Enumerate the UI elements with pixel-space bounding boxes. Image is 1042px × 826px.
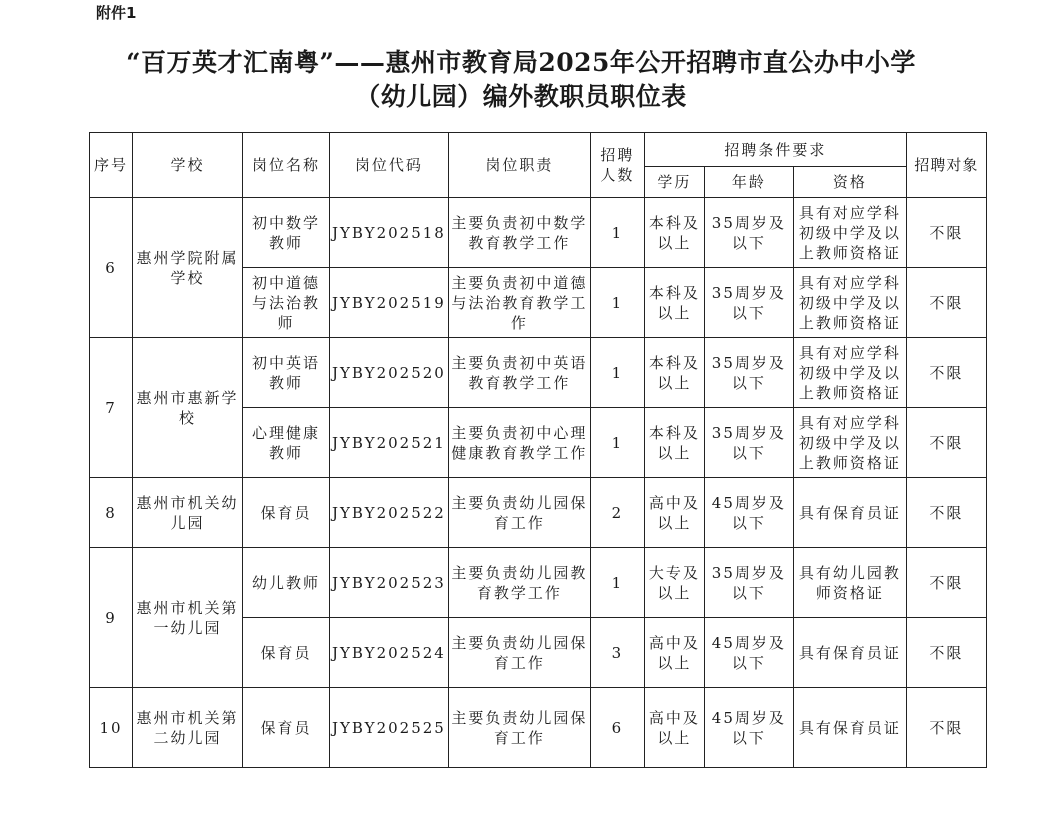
position-name-cell: 幼儿教师 xyxy=(243,548,330,618)
qualification-cell: 具有保育员证 xyxy=(793,618,906,688)
qualification-cell: 具有保育员证 xyxy=(793,688,906,768)
position-name-cell: 初中数学教师 xyxy=(243,198,330,268)
seq-cell: 7 xyxy=(90,338,133,478)
table-row xyxy=(90,478,987,548)
school-cell: 惠州市机关第一幼儿园 xyxy=(133,548,243,688)
position-name-cell: 保育员 xyxy=(243,478,330,548)
duty-cell: 主要负责幼儿园保育工作 xyxy=(448,478,590,548)
table-row xyxy=(90,338,987,408)
position-code-cell: JYBY202519 xyxy=(330,268,449,338)
school-cell: 惠州学院附属学校 xyxy=(133,198,243,338)
target-cell: 不限 xyxy=(906,268,986,338)
position-table xyxy=(89,132,987,768)
education-cell: 高中及以上 xyxy=(644,688,704,768)
education-cell: 大专及以上 xyxy=(644,548,704,618)
qualification-cell: 具有对应学科初级中学及以上教师资格证 xyxy=(793,198,906,268)
header-target: 招聘对象 xyxy=(906,133,986,198)
header-position-code: 岗位代码 xyxy=(330,133,449,198)
position-name-cell: 初中道德与法治教师 xyxy=(243,268,330,338)
duty-cell: 主要负责初中英语教育教学工作 xyxy=(448,338,590,408)
age-cell: 35周岁及以下 xyxy=(704,268,793,338)
age-cell: 35周岁及以下 xyxy=(704,408,793,478)
header-education: 学历 xyxy=(644,167,704,198)
target-cell: 不限 xyxy=(906,408,986,478)
position-name-cell: 心理健康教师 xyxy=(243,408,330,478)
count-cell: 3 xyxy=(590,618,644,688)
education-cell: 高中及以上 xyxy=(644,618,704,688)
qualification-cell: 具有幼儿园教师资格证 xyxy=(793,548,906,618)
seq-cell: 6 xyxy=(90,198,133,338)
position-code-cell: JYBY202523 xyxy=(330,548,449,618)
age-cell: 45周岁及以下 xyxy=(704,478,793,548)
age-cell: 45周岁及以下 xyxy=(704,618,793,688)
position-name-cell: 保育员 xyxy=(243,618,330,688)
target-cell: 不限 xyxy=(906,338,986,408)
table-row xyxy=(90,198,987,268)
position-name-cell: 保育员 xyxy=(243,688,330,768)
qualification-cell: 具有对应学科初级中学及以上教师资格证 xyxy=(793,268,906,338)
page-title-line2: （幼儿园）编外教职员职位表 xyxy=(355,82,687,111)
target-cell: 不限 xyxy=(906,548,986,618)
education-cell: 本科及以上 xyxy=(644,198,704,268)
education-cell: 高中及以上 xyxy=(644,478,704,548)
table-row xyxy=(90,548,987,618)
education-cell: 本科及以上 xyxy=(644,338,704,408)
table-row xyxy=(90,688,987,768)
header-seq: 序号 xyxy=(90,133,133,198)
school-cell: 惠州市机关第二幼儿园 xyxy=(133,688,243,768)
qualification-cell: 具有对应学科初级中学及以上教师资格证 xyxy=(793,408,906,478)
school-cell: 惠州市机关幼儿园 xyxy=(133,478,243,548)
age-cell: 35周岁及以下 xyxy=(704,198,793,268)
position-code-cell: JYBY202522 xyxy=(330,478,449,548)
position-code-cell: JYBY202525 xyxy=(330,688,449,768)
count-cell: 1 xyxy=(590,268,644,338)
target-cell: 不限 xyxy=(906,618,986,688)
duty-cell: 主要负责幼儿园保育工作 xyxy=(448,688,590,768)
count-cell: 1 xyxy=(590,338,644,408)
position-code-cell: JYBY202524 xyxy=(330,618,449,688)
age-cell: 45周岁及以下 xyxy=(704,688,793,768)
position-code-cell: JYBY202520 xyxy=(330,338,449,408)
header-school: 学校 xyxy=(133,133,243,198)
qualification-cell: 具有对应学科初级中学及以上教师资格证 xyxy=(793,338,906,408)
seq-cell: 9 xyxy=(90,548,133,688)
count-cell: 1 xyxy=(590,198,644,268)
position-code-cell: JYBY202521 xyxy=(330,408,449,478)
education-cell: 本科及以上 xyxy=(644,408,704,478)
seq-cell: 8 xyxy=(90,478,133,548)
education-cell: 本科及以上 xyxy=(644,268,704,338)
duty-cell: 主要负责幼儿园教育教学工作 xyxy=(448,548,590,618)
age-cell: 35周岁及以下 xyxy=(704,548,793,618)
header-count: 招聘人数 xyxy=(590,133,644,198)
qualification-cell: 具有保育员证 xyxy=(793,478,906,548)
count-cell: 1 xyxy=(590,408,644,478)
age-cell: 35周岁及以下 xyxy=(704,338,793,408)
count-cell: 1 xyxy=(590,548,644,618)
header-age: 年龄 xyxy=(704,167,793,198)
duty-cell: 主要负责初中心理健康教育教学工作 xyxy=(448,408,590,478)
duty-cell: 主要负责幼儿园保育工作 xyxy=(448,618,590,688)
page-title: “百万英才汇南粤”——惠州市教育局2025年公开招聘市直公办中小学 xyxy=(126,48,916,77)
header-requirements: 招聘条件要求 xyxy=(644,133,906,167)
header-qualification: 资格 xyxy=(793,167,906,198)
target-cell: 不限 xyxy=(906,198,986,268)
count-cell: 2 xyxy=(590,478,644,548)
duty-cell: 主要负责初中数学教育教学工作 xyxy=(448,198,590,268)
position-name-cell: 初中英语教师 xyxy=(243,338,330,408)
school-cell: 惠州市惠新学校 xyxy=(133,338,243,478)
target-cell: 不限 xyxy=(906,688,986,768)
position-code-cell: JYBY202518 xyxy=(330,198,449,268)
attachment-label: 附件1 xyxy=(96,4,137,22)
count-cell: 6 xyxy=(590,688,644,768)
target-cell: 不限 xyxy=(906,478,986,548)
header-duty: 岗位职责 xyxy=(448,133,590,198)
duty-cell: 主要负责初中道德与法治教育教学工作 xyxy=(448,268,590,338)
seq-cell: 10 xyxy=(90,688,133,768)
header-position-name: 岗位名称 xyxy=(243,133,330,198)
